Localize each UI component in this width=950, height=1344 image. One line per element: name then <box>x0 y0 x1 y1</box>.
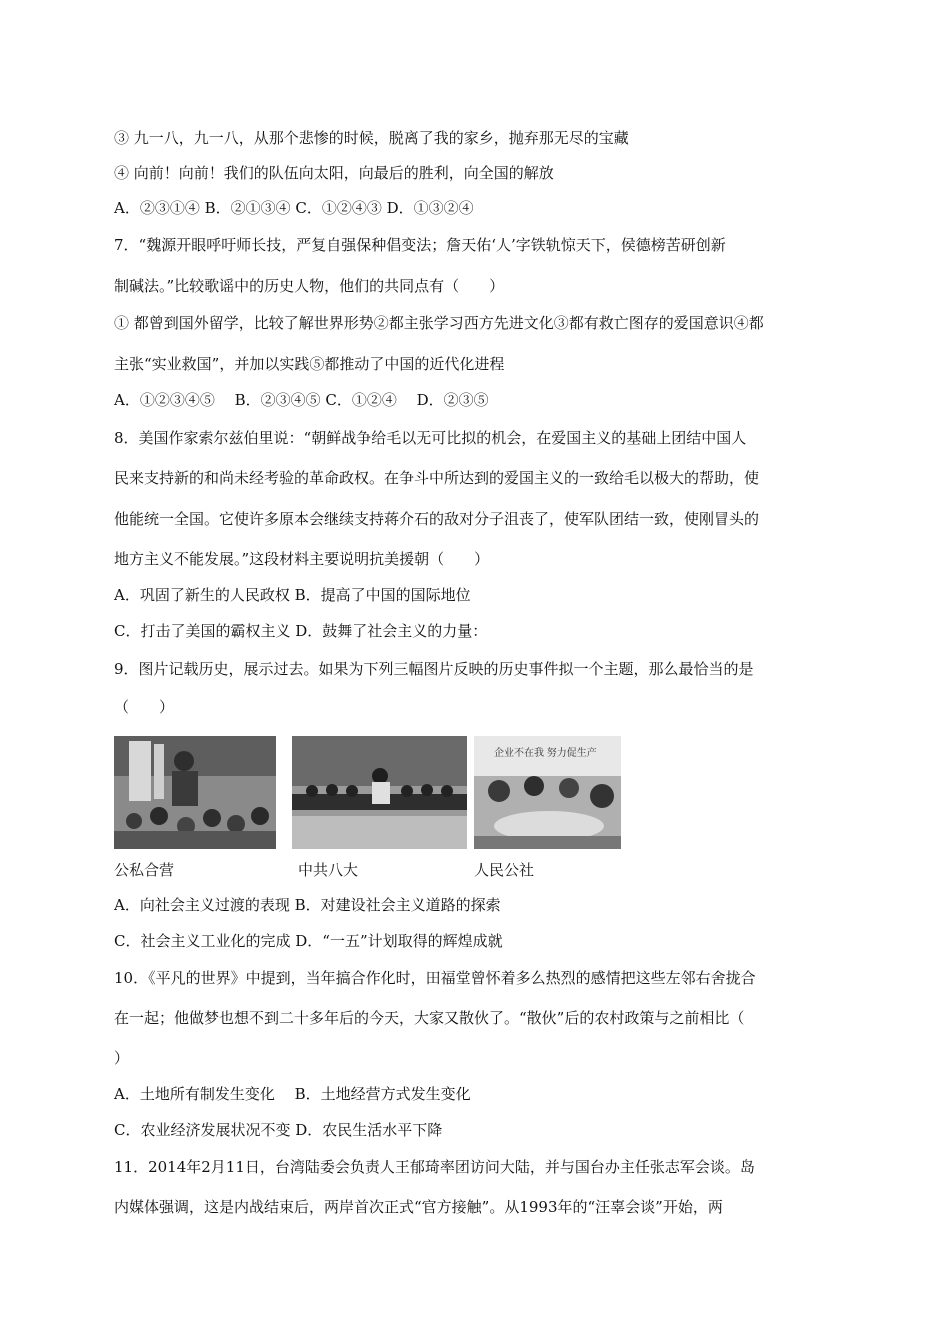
text-line: 他能统一全国。它使许多原本会继续支持蒋介石的敌对分子沮丧了，使军队团结一致，使刚冒头的 <box>114 510 760 528</box>
text-line: C．打击了美国的霸权主义 D．鼓舞了社会主义的力量： <box>114 622 488 640</box>
text-line: A．向社会主义过渡的表现 B．对建设社会主义道路的探索 <box>114 896 501 914</box>
text-line: （ ） <box>114 698 175 716</box>
photo-caption-1: 公私合营 <box>114 861 175 879</box>
text-line: ④ 向前！向前！我们的队伍向太阳，向最后的胜利，向全国的解放 <box>114 164 554 182</box>
question-9-line: 9．图片记载历史，展示过去。如果为下列三幅图片反映的历史事件拟一个主题，那么最恰当的是 <box>114 660 754 678</box>
text-line: ③ 九一八，九一八，从那个悲惨的时候，脱离了我的家乡，抛弃那无尽的宝藏 <box>114 129 629 147</box>
photo-caption-2: 中共八大 <box>298 861 359 879</box>
text-line: A．②③①④ B．②①③④ C．①②④③ D．①③②④ <box>114 199 474 217</box>
photo-zhonggong-bada <box>292 736 467 849</box>
question-10-line: 10．《平凡的世界》中提到，当年搞合作化时，田福堂曾怀着多么热烈的感情把这些左邻右舍拢合 <box>114 969 756 987</box>
photo-gongsiheying <box>114 736 276 849</box>
question-7-line: 7．“魏源开眼呼吁师长技，严复自强保种倡变法；詹天佑‘人’字铁轨惊天下，侯德榜苦研创新 <box>114 236 726 254</box>
text-line: 内媒体强调，这是内战结束后，两岸首次正式“官方接触”。从1993年的“汪辜会谈”开始，两 <box>114 1198 723 1216</box>
banner-text: 企业不在我 努力促生产 <box>494 748 597 759</box>
text-line: A．①②③④⑤ B．②③④⑤ C．①②④ D．②③⑤ <box>114 391 489 409</box>
text-line: 主张“实业救国”，并加以实践⑤都推动了中国的近代化进程 <box>114 355 505 373</box>
text-line: A．巩固了新生的人民政权 B．提高了中国的国际地位 <box>114 586 471 604</box>
text-line: ① 都曾到国外留学，比较了解世界形势②都主张学习西方先进文化③都有救亡图存的爱国意识④都 <box>114 314 764 332</box>
text-line: 地方主义不能发展。”这段材料主要说明抗美援朝（ ） <box>114 550 490 568</box>
question-11-line: 11．2014年2月11日，台湾陆委会负责人王郁琦率团访问大陆，并与国台办主任张志军会谈。岛 <box>114 1158 755 1176</box>
photo-caption-3: 人民公社 <box>474 861 535 879</box>
text-line: C．社会主义工业化的完成 D．“一五”计划取得的辉煌成就 <box>114 932 503 950</box>
question-8-line: 8．美国作家索尔兹伯里说：“朝鲜战争给毛以无可比拟的机会，在爱国主义的基础上团结中国人 <box>114 429 747 447</box>
text-line: A．土地所有制发生变化 B．土地经营方式发生变化 <box>114 1085 471 1103</box>
photo-renmin-gongshe <box>474 736 621 849</box>
text-line: C．农业经济发展状况不变 D．农民生活水平下降 <box>114 1121 443 1139</box>
text-line: 制碱法。”比较歌谣中的历史人物，他们的共同点有（ ） <box>114 277 505 295</box>
text-line: ） <box>114 1049 130 1067</box>
text-line: 在一起；他做梦也想不到二十多年后的今天，大家又散伙了。“散伙”后的农村政策与之前相比（ <box>114 1009 745 1027</box>
text-line: 民来支持新的和尚未经考验的革命政权。在争斗中所达到的爱国主义的一致给毛以极大的帮助，使 <box>114 469 760 487</box>
